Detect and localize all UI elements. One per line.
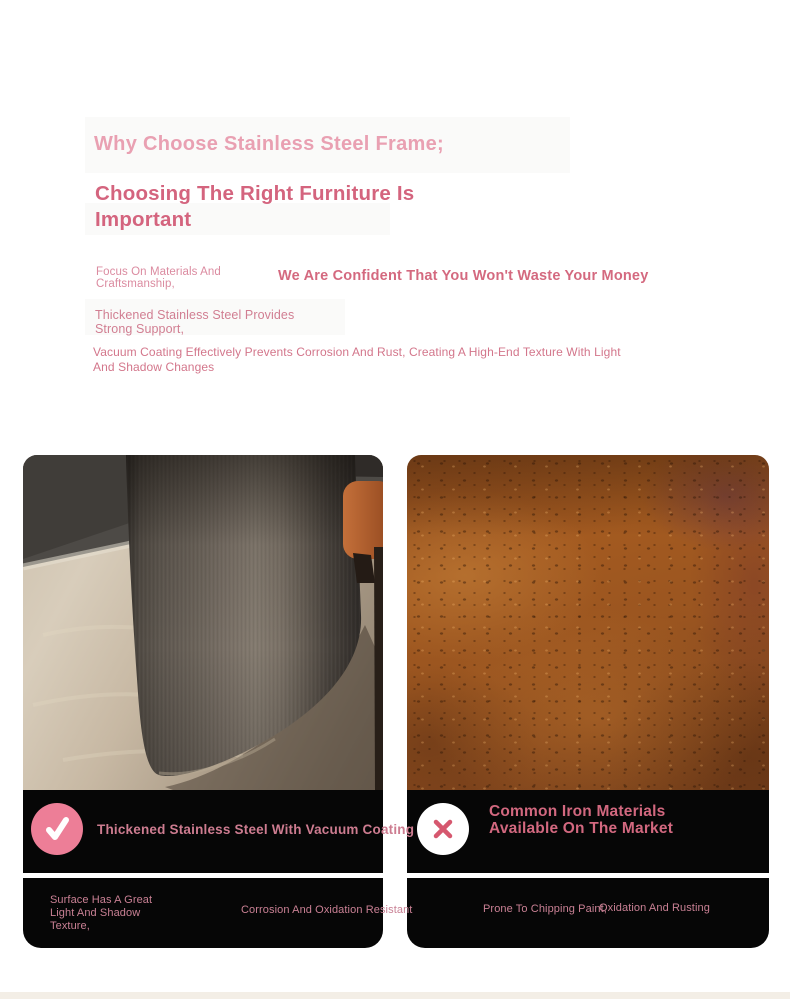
iron-card-title: Common Iron Materials Available On The Market bbox=[489, 803, 674, 837]
check-badge bbox=[31, 803, 83, 855]
steel-photo-art bbox=[23, 455, 383, 790]
steel-material-card bbox=[23, 455, 415, 948]
iron-feature-2: Oxidation And Rusting bbox=[599, 902, 710, 914]
cross-icon bbox=[428, 814, 458, 844]
iron-material-card bbox=[407, 455, 769, 948]
next-section-edge bbox=[0, 992, 790, 999]
steel-card-title: Thickened Stainless Steel With Vacuum Coating bbox=[97, 822, 415, 837]
iron-card-feature-band bbox=[407, 878, 769, 948]
check-icon bbox=[42, 814, 72, 844]
section-title: Choosing The Right Furniture Is Important bbox=[95, 182, 415, 231]
section-eyebrow: Why Choose Stainless Steel Frame; bbox=[94, 133, 444, 155]
iron-card-label-band bbox=[407, 790, 769, 873]
cross-badge bbox=[417, 803, 469, 855]
lead-text-small: Focus On Materials And Craftsmanship, bbox=[96, 266, 221, 290]
steel-card-label-band bbox=[23, 790, 415, 873]
rusty-iron-photo bbox=[407, 455, 769, 790]
steel-card-feature-band bbox=[23, 878, 413, 948]
steel-base-photo bbox=[23, 455, 383, 790]
steel-feature-1: Surface Has A Great Light And Shadow Texture, bbox=[50, 894, 153, 932]
lead-text-strong: We Are Confident That You Won't Waste Your Money bbox=[278, 268, 649, 284]
selling-point-1: Thickened Stainless Steel Provides Strong Support, bbox=[95, 308, 295, 336]
iron-feature-1: Prone To Chipping Paint, bbox=[483, 903, 607, 915]
selling-point-2: Vacuum Coating Effectively Prevents Corrosion And Rust, Creating A High-End Texture With Light And Shadow Changes bbox=[93, 345, 621, 374]
steel-feature-2: Corrosion And Oxidation Resistant bbox=[241, 904, 413, 916]
